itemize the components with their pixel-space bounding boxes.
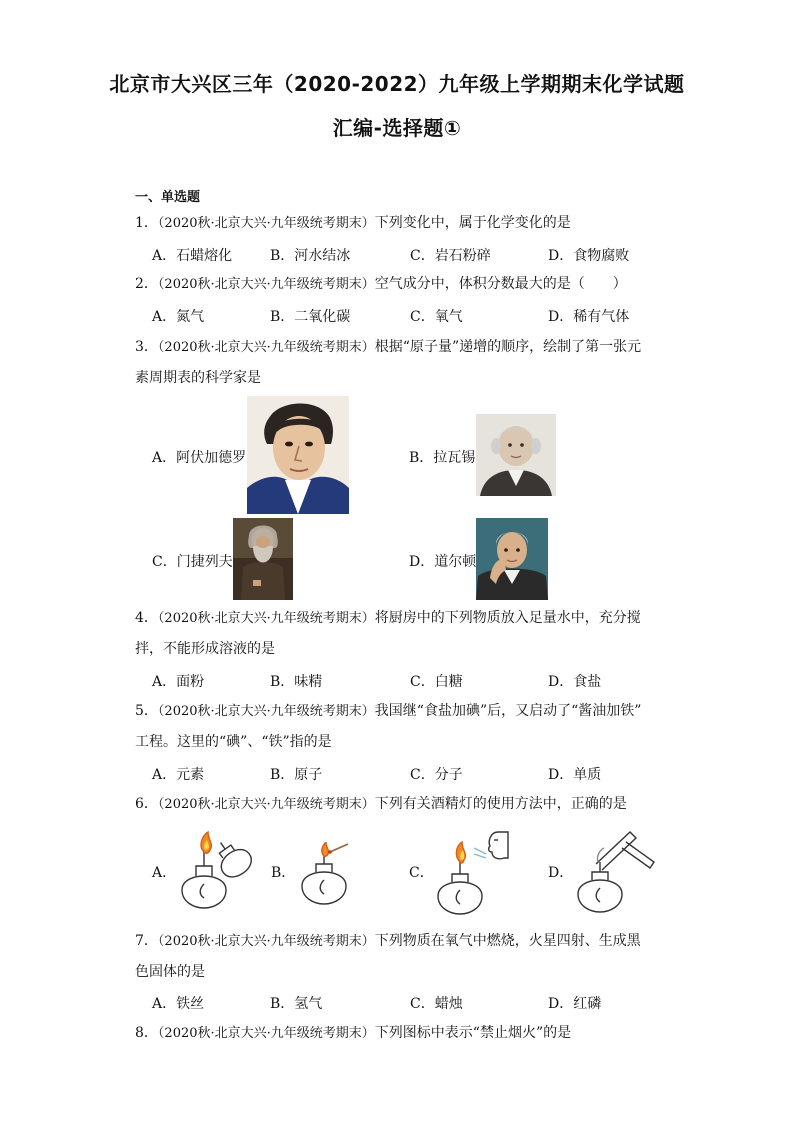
option-b: B．拉瓦锡: [409, 450, 476, 466]
q-source: （2020秋·北京大兴·九年级统考期末）: [157, 216, 375, 231]
options-4: [152, 671, 692, 693]
q-stem-cont: 色固体的是: [135, 964, 205, 980]
lamp-lighting-with-match-image: [296, 842, 362, 912]
lamp-lighting-with-another-lamp-image: [174, 828, 258, 918]
option-b: B．河水结冰: [270, 248, 351, 264]
question-8: [135, 1018, 675, 1049]
q-source: （2020秋·北京大兴·九年级统考期末）: [157, 934, 375, 949]
q-source: （2020秋·北京大兴·九年级统考期末）: [157, 277, 375, 292]
q-stem-cont: 工程。这里的“碘”、“铁”指的是: [135, 734, 332, 750]
options-5: [152, 764, 692, 786]
option-c: C．: [409, 865, 434, 881]
option-c: C．蜡烛: [410, 996, 463, 1012]
portrait-dalton: [476, 518, 548, 600]
option-b: B．氢气: [270, 996, 323, 1012]
option-b: B．原子: [270, 767, 323, 783]
q-source: （2020秋·北京大兴·九年级统考期末）: [157, 704, 375, 719]
q-num: 5．: [135, 703, 158, 719]
option-b: B．二氧化碳: [270, 309, 351, 325]
q-num: 1．: [135, 215, 158, 231]
portrait-avogadro: [247, 396, 349, 514]
option-b: B．味精: [270, 674, 323, 690]
option-a: A．氮气: [152, 309, 205, 325]
q-stem: 根据“原子量”递增的顺序，绘制了第一张元: [374, 339, 642, 355]
q-stem: 将厨房中的下列物质放入足量水中，充分搅: [374, 610, 641, 626]
option-c: C．岩石粉碎: [410, 248, 491, 264]
option-a: A．石蜡熔化: [152, 248, 233, 264]
q-stem: 下列物质在氧气中燃烧，火星四射、生成黑: [374, 933, 641, 949]
portrait-lavoisier: [476, 414, 556, 496]
q-num: 6．: [135, 796, 158, 812]
option-c: C．白糖: [410, 674, 463, 690]
q-stem-cont: 拌，不能形成溶液的是: [135, 641, 275, 657]
question-1: [135, 208, 675, 239]
section-heading: 一、单选题: [135, 190, 201, 205]
option-a: A．铁丝: [152, 996, 205, 1012]
option-d: D．红磷: [548, 996, 602, 1012]
option-d: D．道尔顿: [409, 554, 477, 570]
q-stem: 空气成分中，体积分数最大的是（ ）: [374, 276, 627, 292]
options-1: [152, 245, 692, 267]
question-6: [135, 789, 675, 820]
q-stem: 下列图标中表示“禁止烟火”的是: [374, 1025, 572, 1041]
question-7: [135, 926, 675, 987]
q-stem: 我国继“食盐加碘”后，又启动了“酱油加铁”: [374, 703, 642, 719]
q-num: 4．: [135, 610, 158, 626]
option-c: C．门捷列夫: [152, 554, 233, 570]
q-source: （2020秋·北京大兴·九年级统考期末）: [157, 1026, 375, 1041]
option-a: A．元素: [152, 767, 205, 783]
options-7: [152, 993, 692, 1015]
option-b: B．: [271, 865, 296, 881]
q-stem: 下列有关酒精灯的使用方法中，正确的是: [374, 796, 627, 812]
q-num: 2．: [135, 276, 158, 292]
doc-title-line2: 汇编-选择题①: [332, 116, 462, 140]
portrait-mendeleev: [233, 518, 293, 600]
option-a: A．面粉: [152, 674, 205, 690]
option-a: A．: [152, 865, 177, 881]
option-d: D．: [548, 865, 574, 881]
q-source: （2020秋·北京大兴·九年级统考期末）: [157, 797, 375, 812]
q-source: （2020秋·北京大兴·九年级统考期末）: [157, 340, 375, 355]
lamp-blowing-out-image: [434, 828, 520, 922]
question-5: [135, 696, 675, 757]
option-c: C．氧气: [410, 309, 463, 325]
q-stem-cont: 素周期表的科学家是: [135, 370, 261, 386]
options-2: [152, 306, 692, 328]
q-num: 7．: [135, 933, 158, 949]
lamp-heating-test-tube-image: [574, 828, 658, 920]
question-4: [135, 603, 675, 664]
question-2: [135, 269, 675, 300]
option-d: D．食物腐败: [548, 248, 630, 264]
q-num: 3．: [135, 339, 158, 355]
option-a: A．阿伏加德罗: [152, 450, 247, 466]
q-source: （2020秋·北京大兴·九年级统考期末）: [157, 611, 375, 626]
option-d: D．稀有气体: [548, 309, 630, 325]
option-d: D．单质: [548, 767, 602, 783]
q-stem: 下列变化中，属于化学变化的是: [374, 215, 571, 231]
option-d: D．食盐: [548, 674, 602, 690]
question-3: [135, 332, 675, 393]
doc-title-line1: 北京市大兴区三年（2020-2022）九年级上学期期末化学试题: [109, 72, 685, 96]
q-num: 8．: [135, 1025, 158, 1041]
option-c: C．分子: [410, 767, 463, 783]
